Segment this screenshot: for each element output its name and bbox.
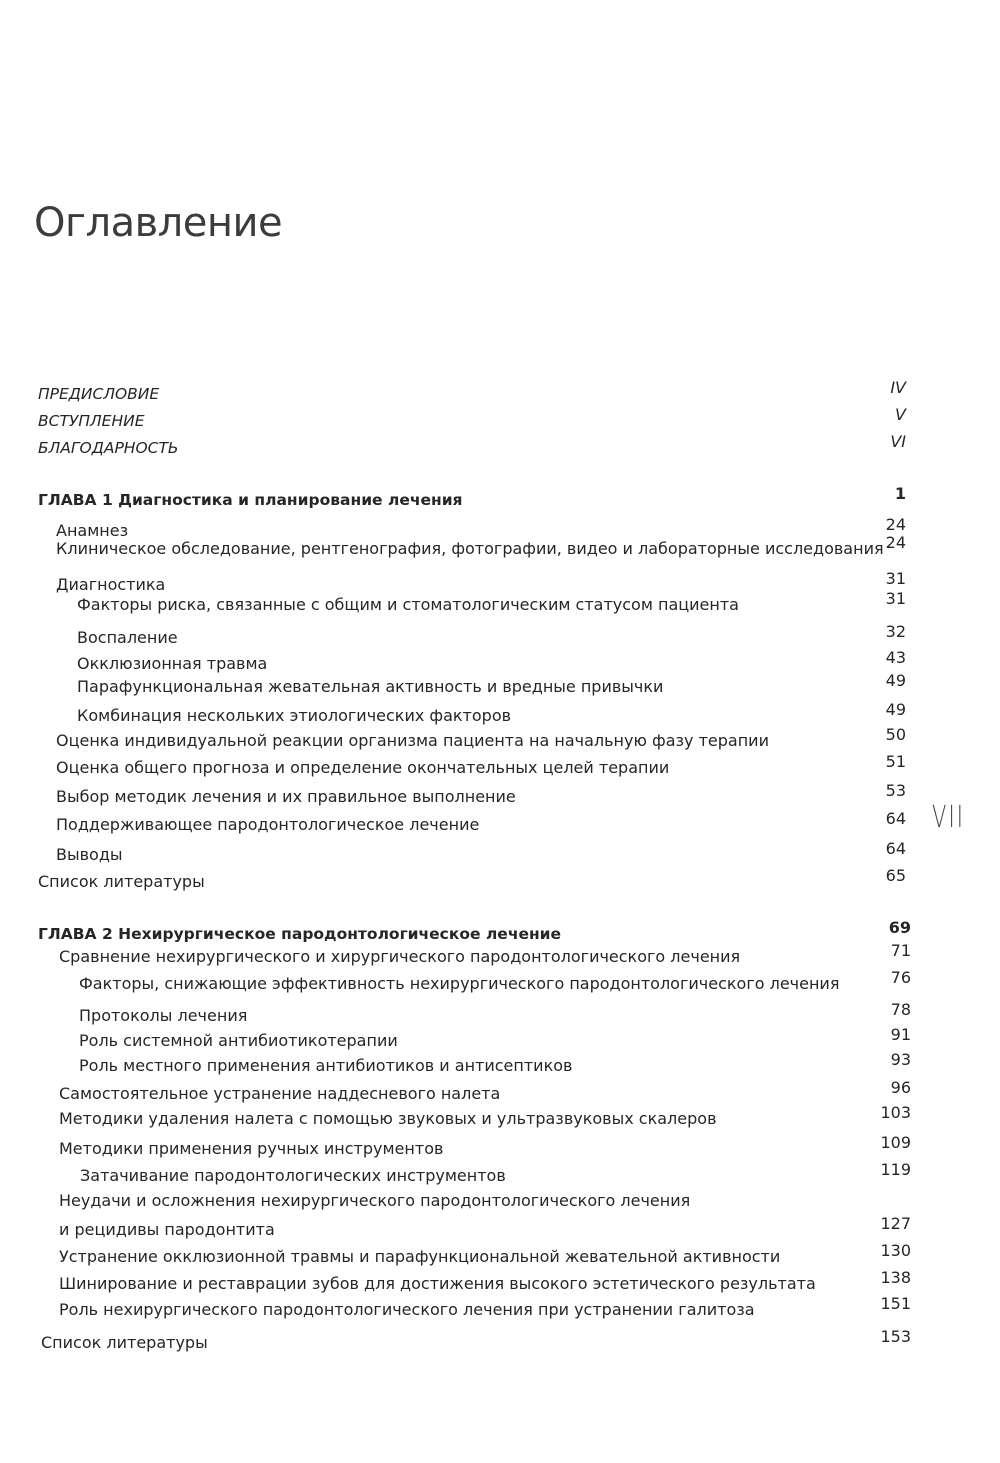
toc-entry-title: ВСТУПЛЕНИЕ [38, 412, 145, 430]
toc-entry-title: Воспаление [77, 628, 178, 647]
toc-entry [0, 1294, 1000, 1327]
toc-entry-title: Методики удаления налета с помощью звуковых и ультразвуковых скалеров [59, 1109, 717, 1128]
toc-entry-page: 127 [880, 1214, 911, 1233]
toc-entry-title: Устранение окклюзионной травмы и парафункциональной жевательной активности [59, 1247, 781, 1266]
toc-chapter-heading [0, 484, 1000, 517]
toc-entry-title: Шинирование и реставрации зубов для достижения высокого эстетического результата [59, 1274, 816, 1293]
toc-entry-title: Роль местного применения антибиотиков и антисептиков [79, 1056, 573, 1075]
toc-entry [0, 1103, 1000, 1136]
toc-entry-page: 53 [885, 781, 906, 800]
toc-entry [0, 809, 1000, 842]
toc-entry-title: Клиническое обследование, рентгенография, фотографии, видео и лабораторные исследования [56, 539, 884, 558]
toc-entry-title: Выбор методик лечения и их правильное выполнение [56, 787, 516, 806]
toc-entry-title: Сравнение нехирургического и хирургического пародонтологического лечения [59, 947, 741, 966]
toc-entry-title: ПРЕДИСЛОВИЕ [38, 385, 160, 403]
toc-entry-title: Факторы, снижающие эффективность нехирургического пародонтологического лечения [79, 974, 840, 993]
toc-entry-title: Диагностика [56, 575, 166, 594]
toc-entry-page: VI [890, 432, 906, 451]
toc-entry [0, 1160, 1000, 1193]
toc-entry-title: Самостоятельное устранение наддесневого налета [59, 1084, 501, 1103]
toc-entry-title: Затачивание пародонтологических инструментов [80, 1166, 506, 1185]
toc-entry-title: Выводы [56, 845, 123, 864]
toc-entry-page: 151 [880, 1294, 911, 1313]
toc-entry-page: 71 [890, 941, 911, 960]
toc-entry [0, 866, 1000, 899]
chapter-page: 69 [888, 918, 911, 937]
toc-entry-page: 93 [890, 1050, 911, 1069]
chapter-title: ГЛАВА 1 Диагностика и планирование лечения [38, 491, 463, 509]
toc-entry [0, 533, 1000, 566]
toc-entry-title: Факторы риска, связанные с общим и стоматологическим статусом пациента [77, 595, 739, 614]
page-folio: VII [932, 800, 966, 835]
toc-entry-page: 65 [885, 866, 906, 885]
toc-front-item [0, 432, 1000, 465]
toc-entry-title: Список литературы [41, 1333, 208, 1352]
chapter-title: ГЛАВА 2 Нехирургическое пародонтологическое лечение [38, 925, 562, 943]
toc-entry-page: IV [890, 378, 906, 397]
toc-entry-page: 109 [880, 1133, 911, 1152]
toc-entry [0, 589, 1000, 622]
toc-entry-page: 153 [880, 1327, 911, 1346]
toc-entry-title: Неудачи и осложнения нехирургического пародонтологического лечения [59, 1191, 691, 1210]
toc-entry-title: Оценка индивидуальной реакции организма пациента на начальную фазу терапии [56, 731, 769, 750]
toc-entry-page: V [895, 405, 906, 424]
toc-entry-title: Оценка общего прогноза и определение окончательных целей терапии [56, 758, 670, 777]
toc-entry-page: 51 [885, 752, 906, 771]
toc-entry-page: 24 [885, 533, 906, 552]
toc-entry-title: Список литературы [38, 872, 205, 891]
toc-entry-title: Анамнез [56, 521, 129, 540]
toc-entry-title: Комбинация нескольких этиологических факторов [77, 706, 512, 725]
chapter-page: 1 [894, 484, 906, 503]
toc-entry-page: 76 [890, 968, 911, 987]
toc-entry-page: 64 [885, 809, 906, 828]
toc-entry [0, 1327, 1000, 1360]
toc-entry-title: Роль системной антибиотикотерапии [79, 1031, 398, 1050]
toc-entry-page: 31 [885, 569, 906, 588]
toc-entry-page: 24 [885, 515, 906, 534]
toc-entry-page: 138 [880, 1268, 911, 1287]
toc-entry-title: Поддерживающее пародонтологическое лечение [56, 815, 480, 834]
toc-entry-page: 50 [885, 725, 906, 744]
toc-entry-title: Парафункциональная жевательная активность и вредные привычки [77, 677, 664, 696]
toc-entry-title: БЛАГОДАРНОСТЬ [38, 439, 179, 457]
toc-entry-page: 49 [885, 671, 906, 690]
toc-entry-page: 96 [890, 1078, 911, 1097]
toc-entry-page: 49 [885, 700, 906, 719]
page-title: Оглавление [34, 200, 283, 246]
toc-entry-title: Окклюзионная травма [77, 654, 268, 673]
toc-entry-page: 32 [885, 622, 906, 641]
toc-entry-title: Протоколы лечения [79, 1006, 248, 1025]
toc-entry-page: 43 [885, 648, 906, 667]
toc-entry-title: Методики применения ручных инструментов [59, 1139, 444, 1158]
toc-entry-page: 64 [885, 839, 906, 858]
toc-entry-page: 91 [890, 1025, 911, 1044]
toc-entry-title: Роль нехирургического пародонтологического лечения при устранении галитоза [59, 1300, 755, 1319]
toc-entry-title: и рецидивы пародонтита [59, 1220, 275, 1239]
toc-entry-page: 103 [880, 1103, 911, 1122]
toc-entry-page: 130 [880, 1241, 911, 1260]
toc-entry-page: 31 [885, 589, 906, 608]
toc-entry-page: 78 [890, 1000, 911, 1019]
toc-entry [0, 968, 1000, 1001]
toc-entry-page: 119 [880, 1160, 911, 1179]
